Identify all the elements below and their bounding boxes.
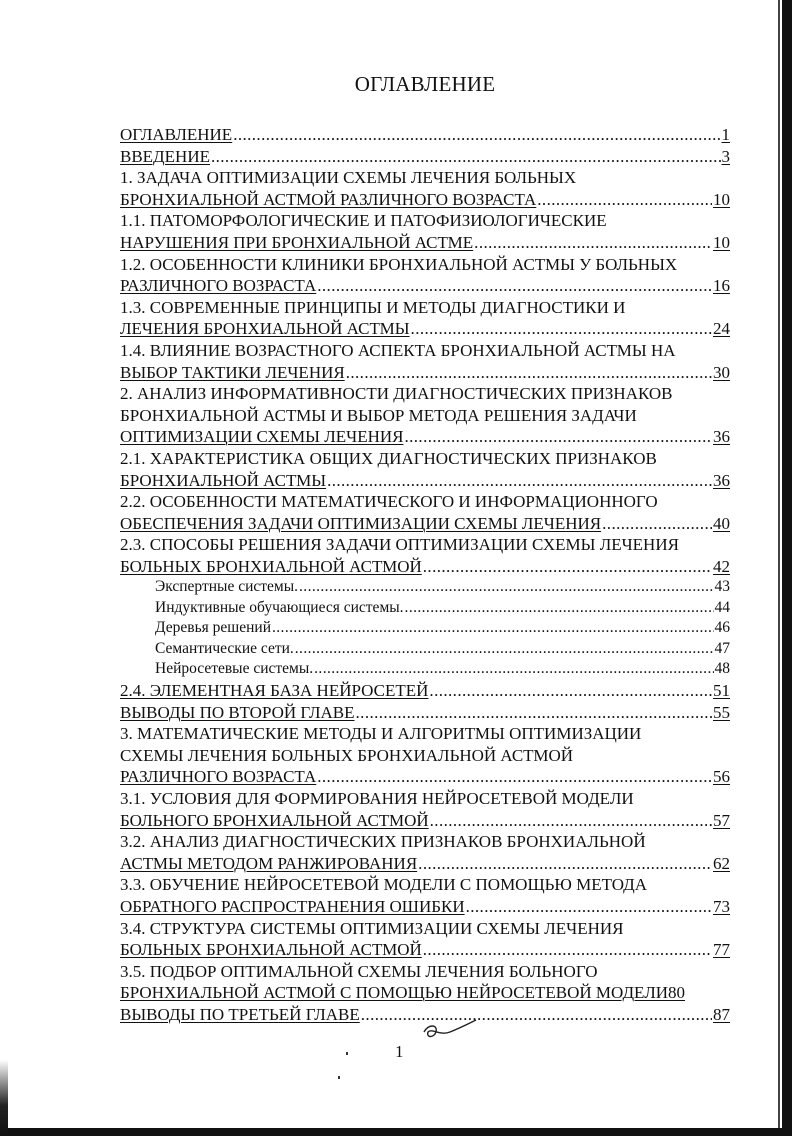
toc-subentry [120,659,730,680]
toc-page-number: 51 [713,680,730,700]
toc-entry-title: БОЛЬНЫХ БРОНХИАЛЬНОЙ АСТМОЙ [120,940,422,960]
toc-entry-title: ВЫВОДЫ ПО ТРЕТЬЕЙ ГЛАВЕ [120,1004,360,1024]
toc-entry [120,383,730,448]
toc-dot-leader [404,426,712,448]
toc-dot-leader [327,470,712,492]
toc-entry-line [120,896,730,918]
toc-entry-line [155,598,730,619]
toc-entry-title-line: 3.5. ПОДБОР ОПТИМАЛЬНОЙ СХЕМЫ ЛЕЧЕНИЯ БОЛЬНОГО [120,961,598,981]
toc-dot-leader [429,680,712,702]
toc-entry-title-line: 2.1. ХАРАКТЕРИСТИКА ОБЩИХ ДИАГНОСТИЧЕСКИХ ПРИЗНАКОВ [120,448,657,468]
toc-page-number: 10 [713,232,730,252]
toc-entry [120,534,730,577]
toc-entry-title-line: 2.2. ОСОБЕННОСТИ МАТЕМАТИЧЕСКОГО И ИНФОРМАЦИОННОГО [120,492,658,512]
scan-edge-right-inner [778,0,780,1136]
toc-page-number: 16 [713,276,730,296]
toc-entry-title-line: 3.1. УСЛОВИЯ ДЛЯ ФОРМИРОВАНИЯ НЕЙРОСЕТЕВОЙ МОДЕЛИ [120,788,634,808]
toc-entry [120,167,730,210]
scan-edge-left [0,1060,8,1136]
toc-entry-title-line: 1.1. ПАТОМОРФОЛОГИЧЕСКИЕ И ПАТОФИЗИОЛОГИЧЕСКИЕ [120,211,607,231]
toc-entry-line [120,124,730,146]
toc-dot-leader [211,146,721,168]
toc-entry-line [155,659,730,680]
toc-entry-title: 2.4. ЭЛЕМЕНТНАЯ БАЗА НЕЙРОСЕТЕЙ [120,680,429,700]
toc-entry-line [155,639,730,660]
toc-dot-leader [430,810,712,832]
toc-page-number: 57 [713,810,730,830]
toc-entry-title: ОПТИМИЗАЦИИ СХЕМЫ ЛЕЧЕНИЯ [120,427,404,447]
toc-page-number: 10 [713,189,730,209]
toc-dot-leader [233,124,720,146]
toc-entry [120,297,730,340]
toc-entry-title: ВЫВОДЫ ПО ВТОРОЙ ГЛАВЕ [120,702,355,722]
toc-entry-title-line: 3. МАТЕМАТИЧЕСКИЕ МЕТОДЫ И АЛГОРИТМЫ ОПТИМИЗАЦИИ [120,724,642,744]
toc-entry-line [155,577,730,598]
toc-entry [120,918,730,961]
toc-entry-line [120,766,730,788]
toc-entry-line [120,470,730,492]
toc-page-number: 24 [713,319,730,339]
toc-entry-title: АСТМЫ МЕТОДОМ РАНЖИРОВАНИЯ [120,853,418,873]
toc-entry-title: ВВЕДЕНИЕ [120,146,210,166]
toc-dot-leader [418,853,712,875]
toc-entry-title-line: 2. АНАЛИЗ ИНФОРМАТИВНОСТИ ДИАГНОСТИЧЕСКИХ ПРИЗНАКОВ [120,384,673,404]
toc-entry-title: БРОНХИАЛЬНОЙ АСТМЫ [120,470,327,490]
toc-entry-title: НАРУШЕНИЯ ПРИ БРОНХИАЛЬНОЙ АСТМЕ [120,232,474,252]
toc-entry-title-line: СХЕМЫ ЛЕЧЕНИЯ БОЛЬНЫХ БРОНХИАЛЬНОЙ АСТМОЙ [120,745,574,765]
toc-page-number: 80 [668,983,686,1003]
toc-dot-leader [405,598,714,619]
toc-dot-leader [317,766,712,788]
toc-entry-line [120,680,730,702]
toc-entry-line [120,318,730,340]
toc-entry [120,723,730,788]
toc-entry [120,961,730,1004]
toc-dot-leader [602,513,712,535]
toc-page-number: 47 [714,639,730,657]
toc-subentry [120,639,730,660]
toc-entry [120,831,730,874]
scan-edge-bottom [0,1128,792,1136]
toc-entry [120,124,730,146]
page-title: ОГЛАВЛЕНИЕ [354,72,496,96]
toc-page-number: 43 [714,578,730,596]
toc-entry-title-line: 1.4. ВЛИЯНИЕ ВОЗРАСТНОГО АСПЕКТА БРОНХИАЛЬНОЙ АСТМЫ НА [120,340,676,360]
toc-dot-leader [299,577,713,598]
toc-entry-title: БОЛЬНЫХ БРОНХИАЛЬНОЙ АСТМОЙ [120,556,422,576]
toc-entry [120,491,730,534]
toc-dot-leader [314,659,713,680]
toc-entry-line [120,702,730,724]
toc-dot-leader [423,556,712,578]
toc-page-number: 3 [721,146,730,166]
toc-entry-line [120,146,730,168]
toc-entry-title: БРОНХИАЛЬНОЙ АСТМОЙ РАЗЛИЧНОГО ВОЗРАСТА [120,189,537,209]
toc-dot-leader [423,939,712,961]
page-number: 1 [395,1042,404,1061]
toc-entry-title-line: БРОНХИАЛЬНОЙ АСТМЫ И ВЫБОР МЕТОДА РЕШЕНИЯ ЗАДАЧИ [120,405,637,425]
toc-page-number: 48 [714,660,730,678]
toc-dot-leader [466,896,712,918]
toc-entry-line [120,982,730,1004]
scan-speck [338,1076,340,1079]
toc-page-number: 42 [713,556,730,576]
toc-dot-leader [361,1004,712,1026]
toc-entry-line [120,232,730,254]
scan-edge-right [782,0,792,1136]
toc-entry-line [120,853,730,875]
toc-page-number: 44 [714,598,730,616]
toc-entry [120,210,730,253]
toc-dot-leader [346,362,712,384]
toc-dot-leader [317,275,712,297]
toc-entry [120,340,730,383]
toc-entry-line [120,513,730,535]
toc-dot-leader [272,618,714,639]
toc-subentry [120,598,730,619]
toc-entry [120,254,730,297]
toc-entry-title: ОГЛАВЛЕНИЕ [120,125,233,144]
toc-page-number: 40 [713,513,730,533]
toc-page-number: 1 [721,125,730,144]
toc-page-number: 46 [714,619,730,637]
toc-dot-leader [474,232,712,254]
toc-subentry [120,577,730,598]
toc-entry-title-line: 3.2. АНАЛИЗ ДИАГНОСТИЧЕСКИХ ПРИЗНАКОВ БРОНХИАЛЬНОЙ [120,832,646,852]
toc-entry-line [120,810,730,832]
toc-entry-title: ОБРАТНОГО РАСПРОСТРАНЕНИЯ ОШИБКИ [120,896,465,916]
signature-mark-icon [420,1018,480,1044]
toc-page-number: 30 [713,362,730,382]
toc-entry-title-line: 3.4. СТРУКТУРА СИСТЕМЫ ОПТИМИЗАЦИИ СХЕМЫ ЛЕЧЕНИЯ [120,918,624,938]
toc-entry-title: Индуктивные обучающиеся системы. [155,598,404,616]
toc-entry-title: ЛЕЧЕНИЯ БРОНХИАЛЬНОЙ АСТМЫ [120,319,410,339]
toc-entry-title: Нейросетевые системы. [155,660,314,678]
toc-entry-title-line: 1.3. СОВРЕМЕННЫЕ ПРИНЦИПЫ И МЕТОДЫ ДИАГНОСТИКИ И [120,297,626,317]
toc-entry-line [120,189,730,211]
toc-entry-line [120,362,730,384]
toc-entry [120,448,730,491]
toc-entry-title-line: 1.2. ОСОБЕННОСТИ КЛИНИКИ БРОНХИАЛЬНОЙ АСТМЫ У БОЛЬНЫХ [120,254,678,274]
toc-entry-title: Экспертные системы. [155,578,299,596]
toc-page-number: 56 [713,767,730,787]
toc-entry-title: Деревья решений [155,619,271,637]
toc-page-number: 36 [713,427,730,447]
toc-entry-title: ВЫБОР ТАКТИКИ ЛЕЧЕНИЯ [120,362,345,382]
toc-entry-line [120,939,730,961]
toc-entry-title: РАЗЛИЧНОГО ВОЗРАСТА [120,276,317,296]
toc-entry-title: ОБЕСПЕЧЕНИЯ ЗАДАЧИ ОПТИМИЗАЦИИ СХЕМЫ ЛЕЧЕНИЯ [120,513,602,533]
toc-dot-leader [537,189,712,211]
toc-entry [120,788,730,831]
toc-entry-title: БОЛЬНОГО БРОНХИАЛЬНОЙ АСТМОЙ [120,810,429,830]
toc-entry-line [120,426,730,448]
toc-page-number: 55 [713,702,730,722]
toc-page-number: 77 [713,940,730,960]
toc-entry-title-line: 3.3. ОБУЧЕНИЕ НЕЙРОСЕТЕВОЙ МОДЕЛИ С ПОМОЩЬЮ МЕТОДА [120,875,648,895]
table-of-contents [120,124,730,1025]
toc-page-number: 73 [713,896,730,916]
toc-entry [120,680,730,702]
toc-page-number: 62 [713,853,730,873]
toc-dot-leader [356,702,712,724]
toc-entry [120,146,730,168]
toc-entry-line [120,275,730,297]
toc-entry-title-line: 1. ЗАДАЧА ОПТИМИЗАЦИИ СХЕМЫ ЛЕЧЕНИЯ БОЛЬНЫХ [120,168,577,188]
toc-dot-leader [295,639,714,660]
toc-entry-title: РАЗЛИЧНОГО ВОЗРАСТА [120,767,317,787]
toc-entry-line [155,618,730,639]
toc-entry-line [120,556,730,578]
toc-entry [120,702,730,724]
toc-subentry [120,618,730,639]
toc-dot-leader [411,318,712,340]
scan-speck [346,1052,348,1055]
toc-page-number: 87 [713,1004,730,1024]
toc-entry-title: Семантические сети. [155,639,294,657]
toc-page-number: 36 [713,470,730,490]
toc-entry-title: БРОНХИАЛЬНОЙ АСТМОЙ С ПОМОЩЬЮ НЕЙРОСЕТЕВОЙ МОДЕЛИ [120,983,669,1003]
toc-entry [120,874,730,917]
toc-entry-title-line: 2.3. СПОСОБЫ РЕШЕНИЯ ЗАДАЧИ ОПТИМИЗАЦИИ СХЕМЫ ЛЕЧЕНИЯ [120,535,679,555]
